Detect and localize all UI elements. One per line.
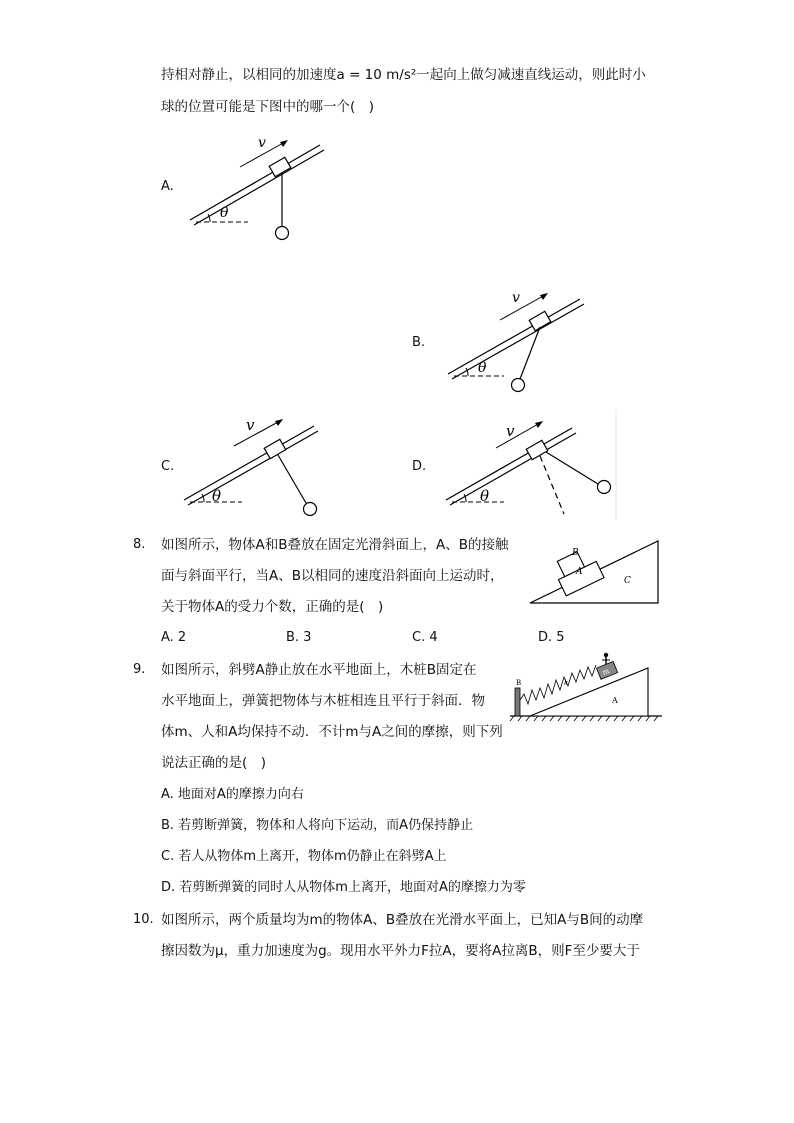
q8-option-c: C. 4 xyxy=(412,630,438,645)
q8-label-a: A xyxy=(576,567,583,577)
q9-stem-line1: 如图所示，斜劈A静止放在水平地面上，木桩B固定在 xyxy=(161,662,477,678)
q7-figure-b xyxy=(440,282,600,402)
q9-number: 9. xyxy=(133,662,146,677)
q7-a-velocity-label: v xyxy=(258,135,266,151)
q8-stem-line2: 面与斜面平行，当A、B以相同的速度沿斜面向上运动时， xyxy=(161,568,504,584)
q8-number: 8. xyxy=(133,537,146,552)
q7-stem-line2: 球的位置可能是下图中的哪一个( ) xyxy=(161,99,375,115)
q9-label-m: m xyxy=(601,666,611,677)
q7-figure-c xyxy=(178,408,338,523)
q9-stem-line3: 体m、人和A均保持不动．不计m与A之间的摩擦，则下列 xyxy=(161,724,503,740)
q7-b-velocity-label: v xyxy=(512,290,520,306)
q9-option-c: C. 若人从物体m上离开，物体m仍静止在斜劈A上 xyxy=(161,849,447,864)
q10-number: 10. xyxy=(133,912,154,927)
q9-option-b: B. 若剪断弹簧，物体和人将向下运动，而A仍保持静止 xyxy=(161,818,474,833)
q9-option-d: D. 若剪断弹簧的同时人从物体m上离开，地面对A的摩擦力为零 xyxy=(161,880,526,895)
q7-c-velocity-label: v xyxy=(246,416,255,434)
q9-option-a: A. 地面对A的摩擦力向右 xyxy=(161,787,304,802)
q7-d-velocity-label: v xyxy=(506,422,515,440)
q7-option-d-label: D. xyxy=(412,459,427,474)
q7-b-angle-label: θ xyxy=(478,360,487,376)
q8-option-b: B. 3 xyxy=(286,630,312,645)
q7-stem-line1: 持相对静止，以相同的加速度a = 10 m/s²一起向上做匀减速直线运动，则此时小 xyxy=(161,67,646,83)
q10-stem-line2: 擦因数为μ，重力加速度为g。现用水平外力F拉A，要将A拉离B，则F至少要大于 xyxy=(161,943,640,959)
q8-stem-line3: 关于物体A的受力个数，正确的是( ) xyxy=(161,599,384,615)
q7-figure-d xyxy=(440,408,620,523)
q8-option-a: A. 2 xyxy=(161,630,187,645)
q7-option-b-label: B. xyxy=(412,335,426,350)
q9-label-k: k xyxy=(564,679,569,687)
q8-label-b: B xyxy=(572,548,579,558)
q8-label-c: C xyxy=(624,576,631,586)
q9-label-b: B xyxy=(516,679,522,687)
q8-figure xyxy=(528,533,663,605)
q9-stem-line4: 说法正确的是( ) xyxy=(161,755,267,771)
q9-figure xyxy=(508,650,666,725)
q7-option-c-label: C. xyxy=(161,459,175,474)
q9-label-a: A xyxy=(612,696,618,705)
q9-stem-line2: 水平地面上，弹簧把物体与木桩相连且平行于斜面．物 xyxy=(161,693,485,709)
q7-d-angle-label: θ xyxy=(480,487,490,505)
q10-stem-line1: 如图所示，两个质量均为m的物体A、B叠放在光滑水平面上，已知A与B间的动摩 xyxy=(161,912,644,928)
q7-figure-a xyxy=(180,125,340,250)
q7-option-a-label: A. xyxy=(161,179,174,194)
q7-a-angle-label: θ xyxy=(220,205,229,221)
q8-stem-line1: 如图所示，物体A和B叠放在固定光滑斜面上，A、B的接触 xyxy=(161,537,509,553)
q8-option-d: D. 5 xyxy=(538,630,565,645)
q7-c-angle-label: θ xyxy=(212,487,222,505)
